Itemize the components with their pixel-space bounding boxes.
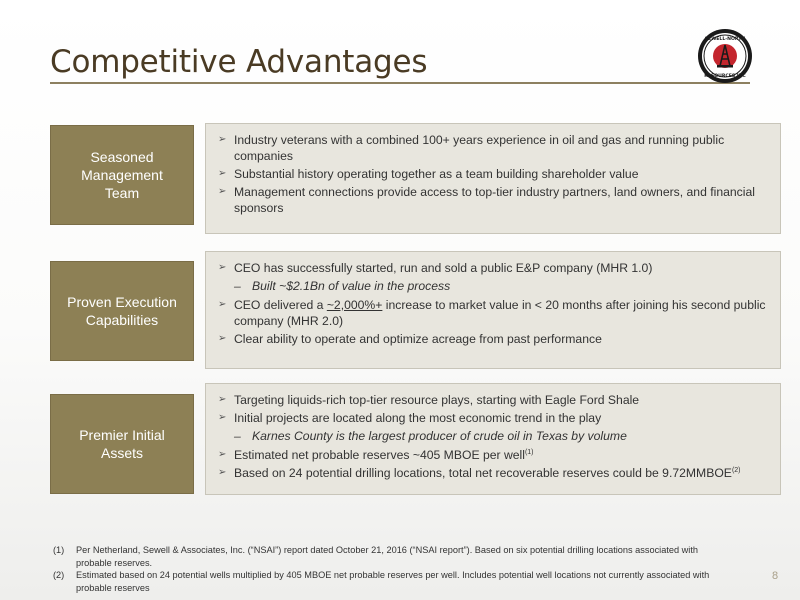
bullet-text: Based on 24 potential drilling locations, total net recoverable reserves could be 9.72MMBOE (234, 466, 732, 480)
footnote-ref: (2) (731, 466, 741, 474)
svg-text:SEWELL-NORTH: SEWELL-NORTH (704, 37, 746, 42)
bullet-item (218, 465, 770, 481)
bullet-item (218, 447, 770, 463)
content-seasoned-management-team (205, 123, 781, 234)
bullet-item: ➢ Targeting liquids-rich top-tier resource plays, starting with Eagle Ford Shale (218, 392, 770, 408)
page-title: Competitive Advantages (50, 44, 428, 80)
bullet-item: ➢ Management connections provide access to top-tier industry partners, land owners, and financial sponsors (218, 184, 770, 216)
content-premier-initial-assets (205, 383, 781, 495)
bullet-item: ➢ Clear ability to operate and optimize acreage from past performance (218, 331, 770, 347)
label-line: Proven Execution (67, 294, 177, 310)
bullet-list (218, 392, 770, 481)
label-line: Assets (100, 445, 143, 461)
label-line: Team (104, 185, 140, 201)
bullet-item: ➢ Substantial history operating together as a team building shareholder value (218, 166, 770, 182)
content-proven-execution-capabilities (205, 251, 781, 369)
bullet-item: ➢ Initial projects are located along the most economic trend in the play (218, 410, 770, 426)
footnote-item (53, 569, 733, 594)
footnote-text: Per Netherland, Sewell & Associates, Inc. (“NSAI”) report dated October 21, 2016 (“NSAI report”). Based on six potential drilling locations associated with probable reserves. (76, 545, 698, 568)
title-divider (50, 82, 750, 84)
svg-text:RESOURCES INC: RESOURCES INC (704, 74, 746, 79)
label-premier-initial-assets (50, 394, 194, 494)
bullet-text: increase to market value in < 20 months after joining his second public company (MHR 2.0) (234, 298, 766, 328)
footnote-text: Estimated based on 24 potential wells multiplied by 405 MBOE net probable reserves per well. Includes potential well locations not currently associated with probable reserves (76, 570, 710, 593)
sub-bullet-item: – Karnes County is the largest producer of crude oil in Texas by volume (218, 428, 770, 444)
bullet-list (218, 260, 770, 347)
company-logo (697, 28, 753, 84)
label-proven-execution-capabilities (50, 261, 194, 361)
label-line: Management (81, 167, 163, 183)
label-line: Capabilities (85, 312, 159, 328)
bullet-text: CEO delivered a (234, 298, 324, 312)
footnote-number: (1) (53, 545, 65, 555)
bullet-item (218, 297, 770, 329)
label-seasoned-management-team (50, 125, 194, 225)
footnote-item (53, 544, 733, 569)
bullet-item: ➢ CEO has successfully started, run and sold a public E&P company (MHR 1.0) (218, 260, 770, 276)
footnote-ref: (1) (524, 448, 534, 456)
sub-bullet-item: – Built ~$2.1Bn of value in the process (218, 278, 770, 294)
label-line: Seasoned (90, 149, 154, 165)
bullet-list (218, 132, 770, 216)
bullet-text: Estimated net probable reserves ~405 MBOE per well (234, 448, 525, 462)
footnote-number: (2) (53, 570, 65, 580)
page-number: 8 (772, 570, 779, 582)
market-value-increase: ~2,000%+ (326, 298, 383, 312)
bullet-item: ➢ Industry veterans with a combined 100+ years experience in oil and gas and running public companies (218, 132, 770, 164)
footnotes (53, 544, 733, 594)
label-line: Premier Initial (79, 427, 165, 443)
